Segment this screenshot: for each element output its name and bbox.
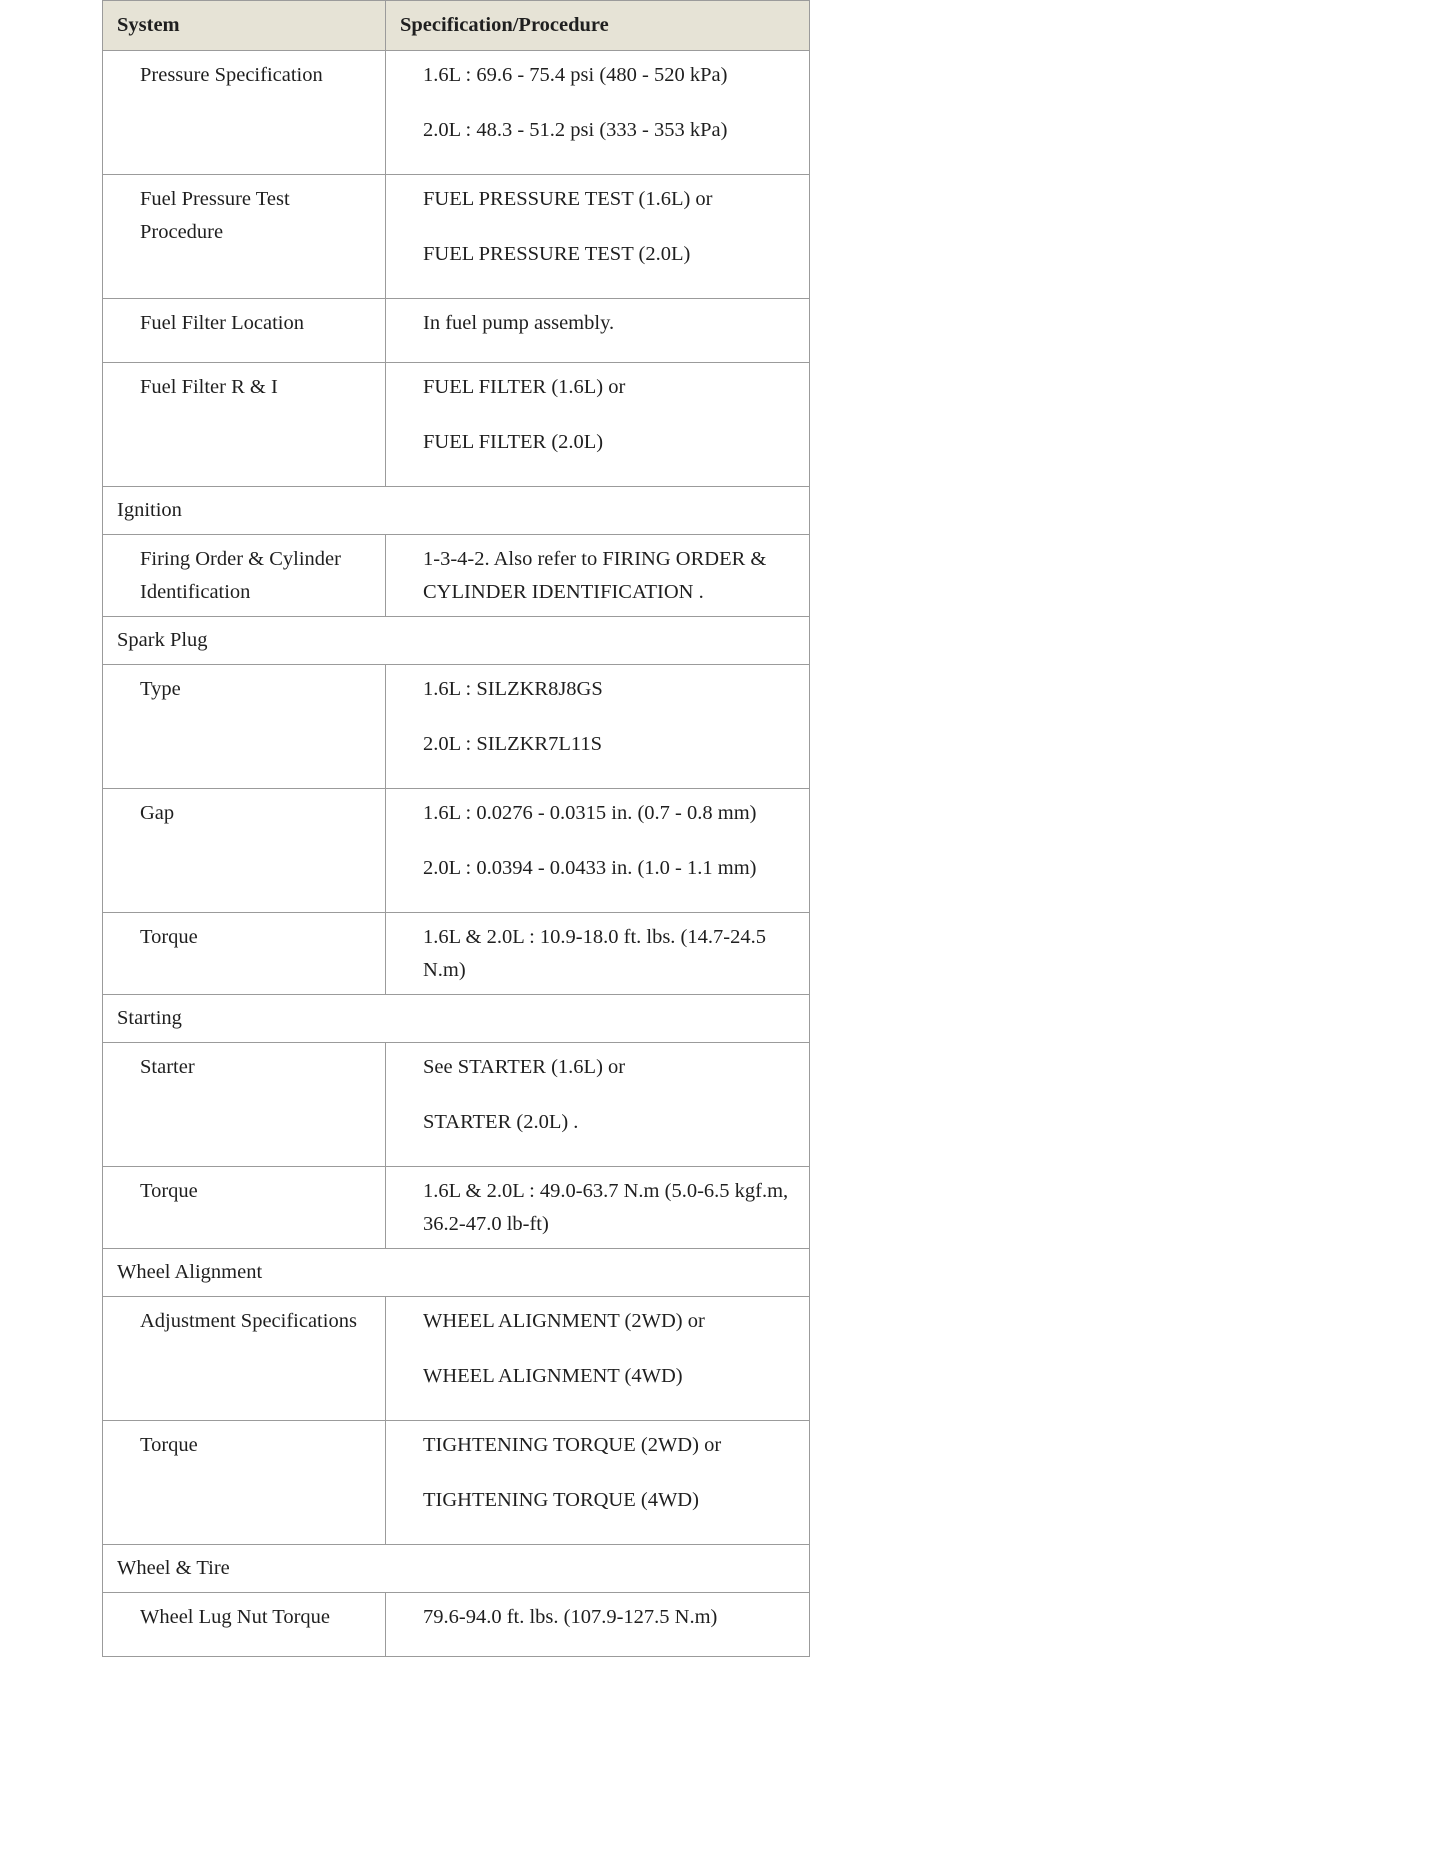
specification-cell: [386, 535, 810, 617]
system-cell: Type: [103, 665, 386, 789]
table-row: [103, 51, 810, 175]
specification-line: WHEEL ALIGNMENT (2WD) or: [423, 1310, 705, 1332]
table-row: [103, 1167, 810, 1249]
system-cell: Fuel Pressure Test Procedure: [103, 175, 386, 299]
specification-cell: [386, 665, 810, 789]
system-cell: Starter: [103, 1043, 386, 1167]
specification-cell: [386, 299, 810, 363]
specification-cell: [386, 1297, 810, 1421]
section-title: Spark Plug: [103, 617, 810, 665]
section-title: Wheel & Tire: [103, 1545, 810, 1593]
specification-line: See STARTER (1.6L) or: [423, 1056, 626, 1078]
specifications-table: [102, 0, 810, 1657]
specification-cell: [386, 363, 810, 487]
table-row: [103, 1297, 810, 1421]
specification-cell: [386, 789, 810, 913]
section-title: Ignition: [103, 487, 810, 535]
section-row: [103, 487, 810, 535]
specification-cell: [386, 1043, 810, 1167]
table-row: [103, 1043, 810, 1167]
table-body: [103, 51, 810, 1657]
table-row: [103, 665, 810, 789]
specification-line: 2.0L : 48.3 - 51.2 psi (333 - 353 kPa): [423, 119, 728, 141]
system-cell: Torque: [103, 913, 386, 995]
specification-cell: [386, 1421, 810, 1545]
table-row: [103, 1593, 810, 1657]
system-cell: Fuel Filter Location: [103, 299, 386, 363]
system-cell: Firing Order & Cylinder Identification: [103, 535, 386, 617]
specification-line: 1.6L & 2.0L : 10.9-18.0 ft. lbs. (14.7-24.5 N.m): [423, 926, 766, 981]
specification-cell: [386, 913, 810, 995]
specification-line: STARTER (2.0L) .: [423, 1111, 579, 1133]
specification-line: 79.6-94.0 ft. lbs. (107.9-127.5 N.m): [423, 1606, 718, 1628]
specification-line: 1.6L : SILZKR8J8GS: [423, 678, 603, 700]
table-header-row: [103, 1, 810, 51]
section-title: Starting: [103, 995, 810, 1043]
specification-cell: [386, 1167, 810, 1249]
table-row: [103, 789, 810, 913]
specification-cell: [386, 1593, 810, 1657]
table-row: [103, 535, 810, 617]
table-row: [103, 1421, 810, 1545]
specification-line: FUEL FILTER (1.6L) or: [423, 376, 626, 398]
table-row: [103, 299, 810, 363]
system-cell: Torque: [103, 1167, 386, 1249]
specification-line: TIGHTENING TORQUE (4WD): [423, 1489, 699, 1511]
system-cell: Wheel Lug Nut Torque: [103, 1593, 386, 1657]
system-cell: Torque: [103, 1421, 386, 1545]
specification-line: FUEL FILTER (2.0L): [423, 431, 604, 453]
section-row: [103, 995, 810, 1043]
section-row: [103, 1545, 810, 1593]
section-row: [103, 1249, 810, 1297]
specification-line: 1-3-4-2. Also refer to FIRING ORDER & CYLINDER IDENTIFICATION .: [423, 548, 767, 603]
table-row: [103, 175, 810, 299]
specification-line: 1.6L : 0.0276 - 0.0315 in. (0.7 - 0.8 mm): [423, 802, 757, 824]
section-title: Wheel Alignment: [103, 1249, 810, 1297]
table-row: [103, 363, 810, 487]
specification-line: 2.0L : SILZKR7L11S: [423, 733, 602, 755]
specification-line: FUEL PRESSURE TEST (1.6L) or: [423, 188, 713, 210]
specification-line: WHEEL ALIGNMENT (4WD): [423, 1365, 683, 1387]
specification-line: FUEL PRESSURE TEST (2.0L): [423, 243, 691, 265]
specification-line: 1.6L : 69.6 - 75.4 psi (480 - 520 kPa): [423, 64, 728, 86]
section-row: [103, 617, 810, 665]
system-cell: Pressure Specification: [103, 51, 386, 175]
header-specification: Specification/Procedure: [386, 1, 810, 51]
system-cell: Fuel Filter R & I: [103, 363, 386, 487]
specification-cell: [386, 175, 810, 299]
header-system: System: [103, 1, 386, 51]
specification-line: TIGHTENING TORQUE (2WD) or: [423, 1434, 722, 1456]
system-cell: Adjustment Specifications: [103, 1297, 386, 1421]
specification-cell: [386, 51, 810, 175]
specification-line: 2.0L : 0.0394 - 0.0433 in. (1.0 - 1.1 mm): [423, 857, 757, 879]
table-row: [103, 913, 810, 995]
specification-line: In fuel pump assembly.: [423, 312, 615, 334]
system-cell: Gap: [103, 789, 386, 913]
specification-line: 1.6L & 2.0L : 49.0-63.7 N.m (5.0-6.5 kgf.m, 36.2-47.0 lb-ft): [423, 1180, 789, 1235]
